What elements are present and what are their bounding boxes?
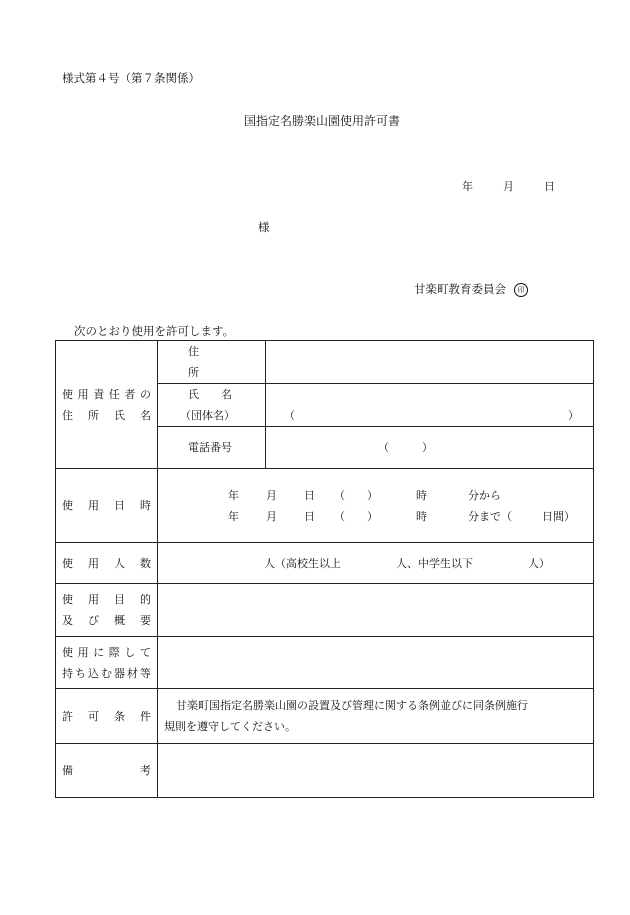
dt-from-hour: 時 <box>416 488 427 502</box>
dt-to-hour: 時 <box>416 509 427 523</box>
address-label-text: 住所 <box>188 345 221 379</box>
purpose-label <box>56 584 158 637</box>
dt-to-minute: 分まで（ <box>468 509 512 523</box>
name-field[interactable] <box>266 384 594 427</box>
dt-from-weekday: （ ） <box>334 488 378 502</box>
name-label-cell <box>158 384 266 427</box>
dt-to-year: 年 <box>228 509 239 523</box>
name-paren-close: ） <box>568 409 579 422</box>
purpose-field[interactable] <box>158 584 594 637</box>
phone-paren: （ ） <box>378 441 433 454</box>
remarks-label: 備考 <box>56 744 158 798</box>
table-row <box>56 543 594 584</box>
people-label: 使用人数 <box>56 543 158 584</box>
responsible-label-line2: 住所氏名 <box>62 408 151 422</box>
date-year: 年 <box>462 180 473 193</box>
addressee-suffix: 様 <box>258 220 270 234</box>
datetime-to <box>158 506 593 527</box>
issuer <box>414 281 528 297</box>
phone-label: 電話番号 <box>188 441 232 454</box>
address-field[interactable] <box>266 341 594 384</box>
name-paren-row <box>266 405 593 426</box>
table-row <box>56 469 594 543</box>
phone-label-cell <box>158 427 266 469</box>
conditions-line1: 甘楽町国指定名勝楽山園の設置及び管理に関する条例並びに同条例施行 <box>176 699 528 712</box>
group-label: （団体名） <box>180 409 235 422</box>
issue-date <box>462 178 555 194</box>
responsible-label-line1: 使用責任者の <box>62 387 151 401</box>
datetime-label: 使用日時 <box>56 469 158 543</box>
name-label: 氏名 <box>188 388 254 401</box>
address-label <box>166 341 257 383</box>
dt-from-minute: 分から <box>468 488 501 502</box>
equipment-label-line1: 使用に際して <box>62 645 151 659</box>
date-day: 日 <box>544 180 555 193</box>
datetime-from <box>158 485 593 506</box>
dt-from-month: 月 <box>266 488 277 502</box>
conditions-line2: 規則を遵守してください。 <box>164 720 296 733</box>
table-row <box>56 744 594 798</box>
document-title: 国指定名勝楽山園使用許可書 <box>244 114 401 128</box>
table-row <box>56 637 594 689</box>
purpose-label-line1: 使用目的 <box>62 593 151 606</box>
date-month: 月 <box>503 180 514 193</box>
datetime-field[interactable] <box>158 469 594 543</box>
intro-text: 次のとおり使用を許可します。 <box>74 324 235 338</box>
conditions-text <box>158 689 594 744</box>
conditions-label: 許可条件 <box>56 689 158 744</box>
seal-mark: 印 <box>514 283 528 297</box>
purpose-label-line2: 及び概要 <box>62 614 151 627</box>
equipment-label-line2: 持ち込む器材等 <box>62 666 151 680</box>
table-row <box>56 341 594 384</box>
table-row <box>56 584 594 637</box>
dt-to-day: 日 <box>304 509 315 523</box>
dt-to-month: 月 <box>266 509 277 523</box>
address-label-cell <box>158 341 266 384</box>
equipment-label <box>56 637 158 689</box>
dt-to-weekday: （ ） <box>334 509 378 523</box>
people-text: 人（高校生以上 人、中学生以下 人） <box>264 556 550 570</box>
responsible-label <box>56 341 158 469</box>
phone-field[interactable] <box>266 427 594 469</box>
dt-to-days: 日間） <box>542 509 575 523</box>
table-row <box>56 689 594 744</box>
issuer-name: 甘楽町教育委員会 <box>414 282 506 296</box>
permit-table <box>55 340 594 798</box>
dt-from-year: 年 <box>228 488 239 502</box>
name-paren-open: （ <box>284 409 295 422</box>
dt-from-day: 日 <box>304 488 315 502</box>
people-field[interactable] <box>158 543 594 584</box>
form-number: 様式第４号（第７条関係） <box>62 71 200 85</box>
equipment-field[interactable] <box>158 637 594 689</box>
remarks-field[interactable] <box>158 744 594 798</box>
